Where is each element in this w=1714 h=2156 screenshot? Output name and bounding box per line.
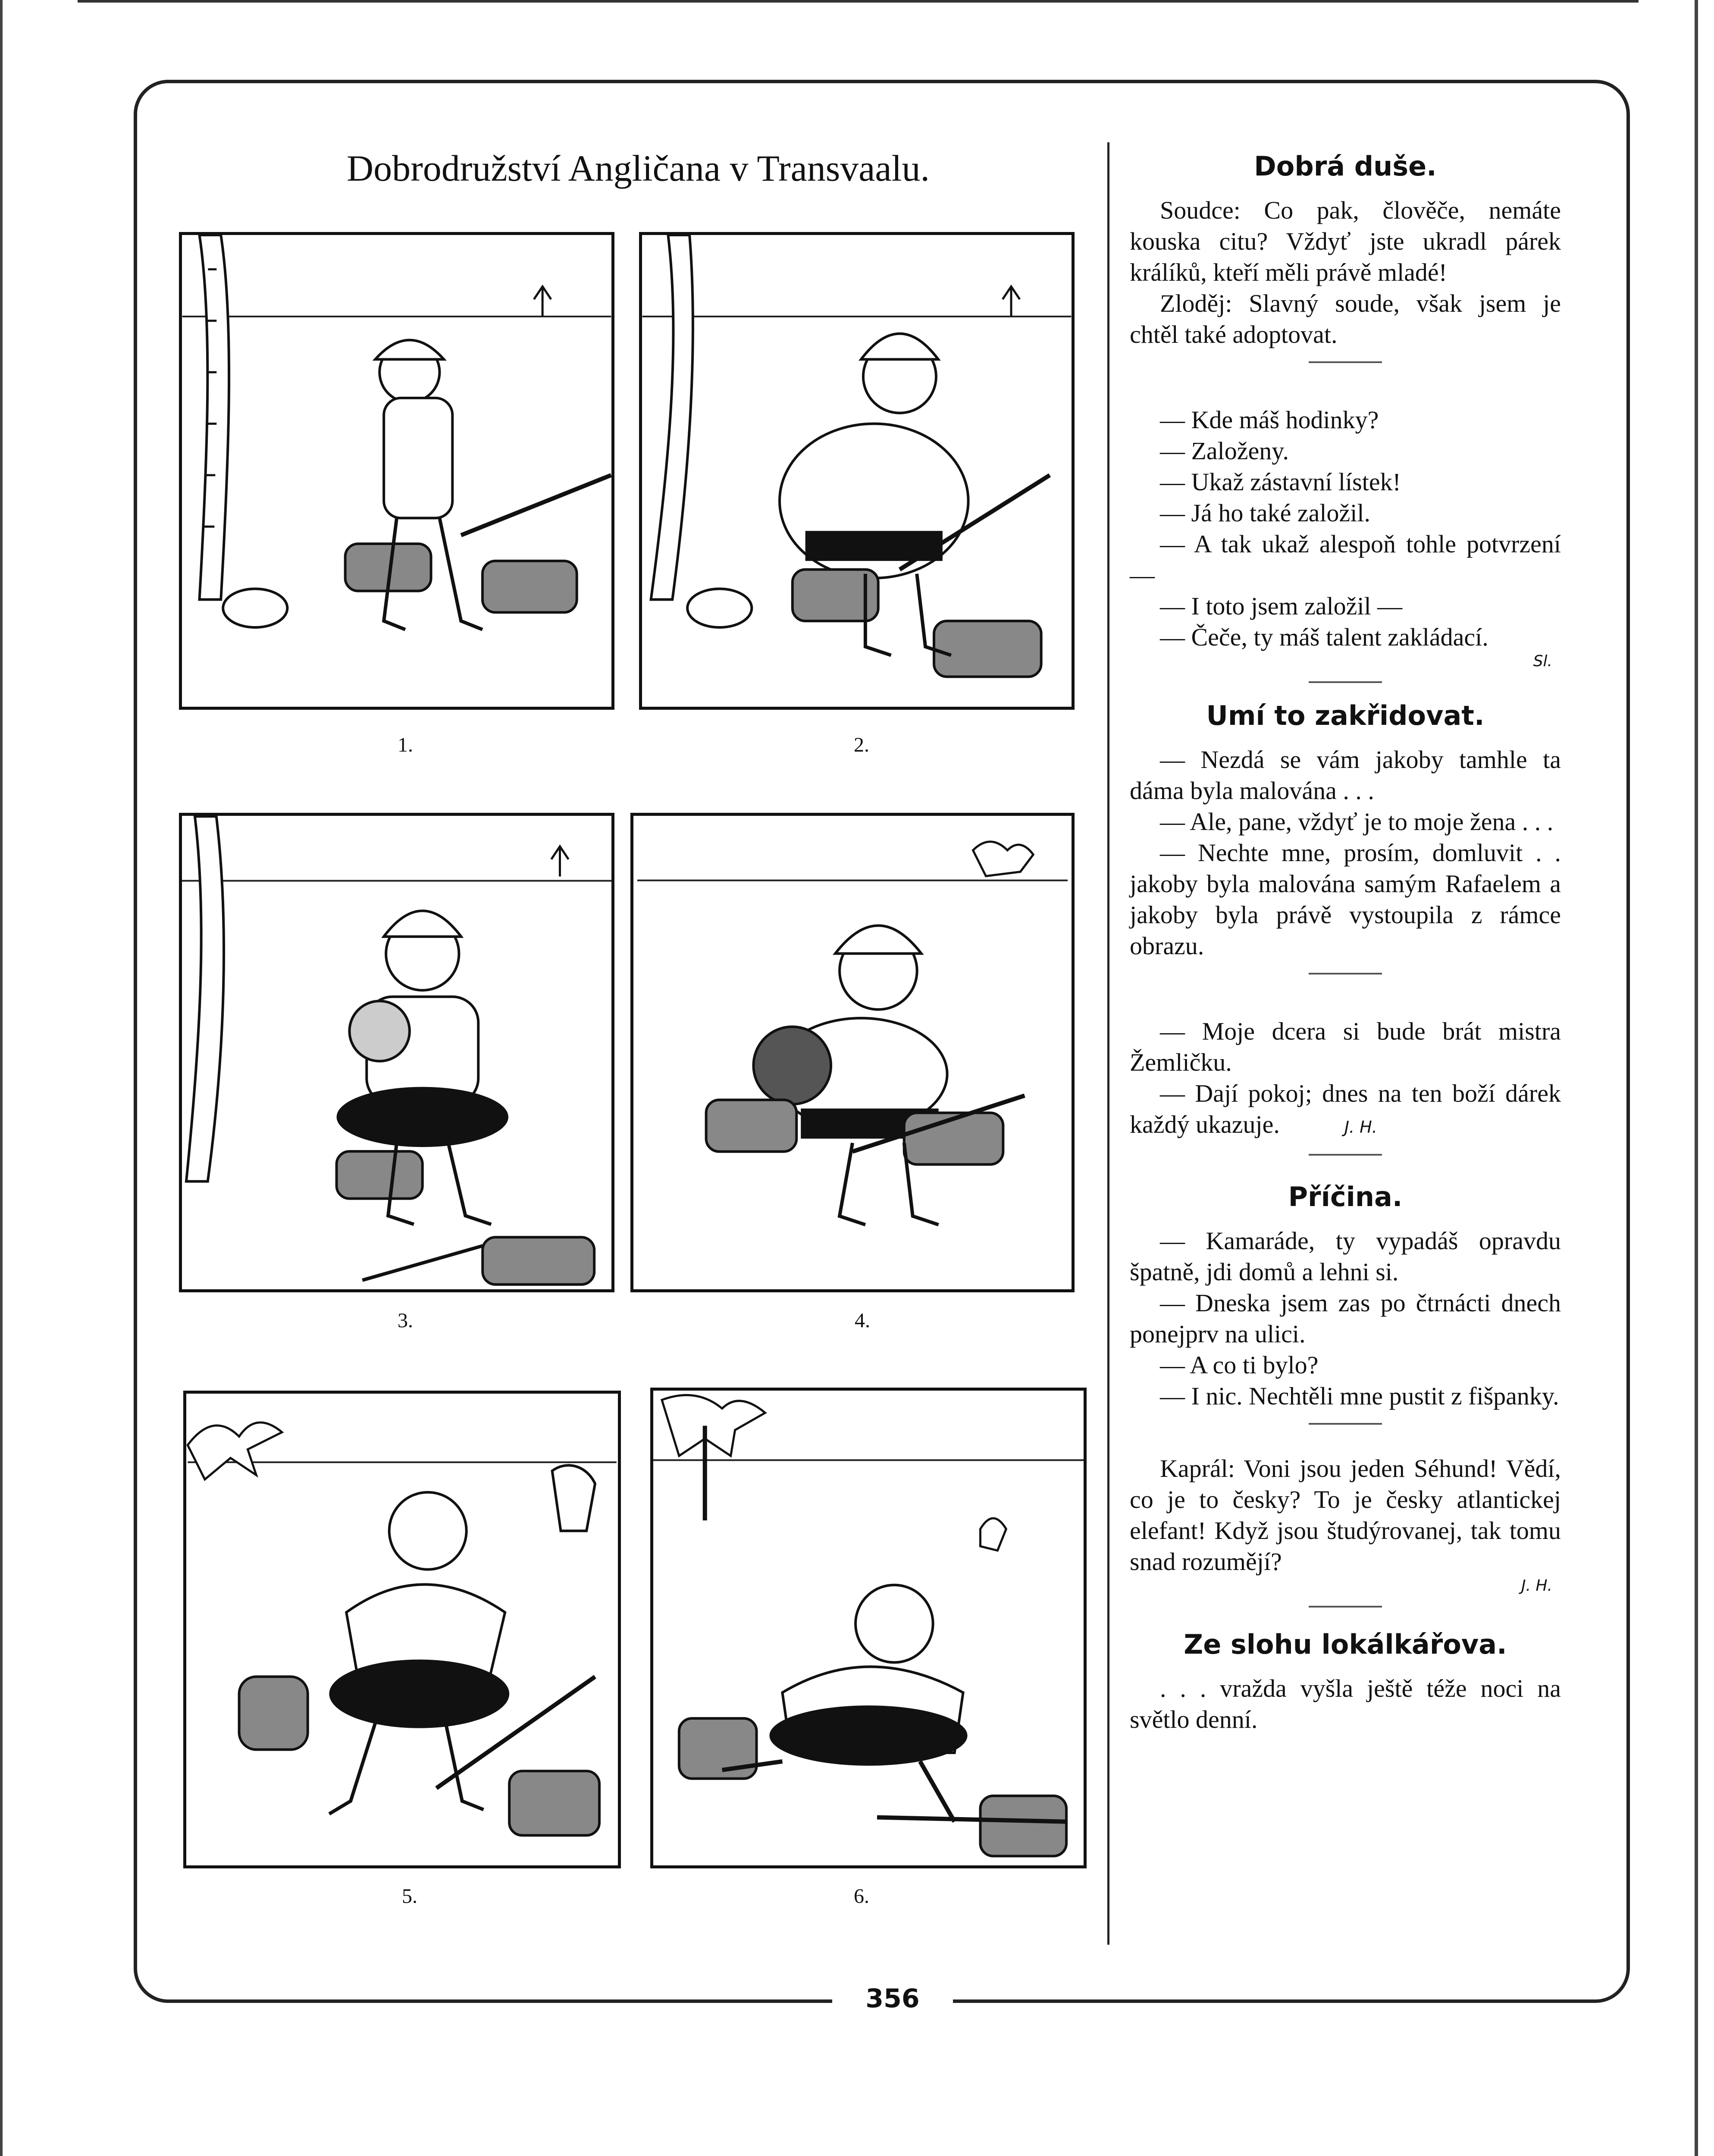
joke-2-line: — Založeny.: [1160, 437, 1289, 465]
joke-2-line: — Čeče, ty máš talent zakládací.: [1160, 623, 1488, 651]
scan-edge-right: [1695, 0, 1698, 2156]
footer-rule-right: [953, 2001, 1513, 2003]
joke-7-paragraph: . . . vražda vyšla ještě téže noci na světlo denní.: [1130, 1674, 1561, 1733]
joke-4-line: [1130, 1078, 1561, 1143]
comic-panel-4: [630, 813, 1075, 1292]
joke-2-line: — Já ho také založil.: [1160, 499, 1370, 527]
heading-ze-slohu-lokalkarova: Ze slohu lokálkářova.: [1184, 1629, 1507, 1660]
joke-5-line: — Kamaráde, ty vypadáš opravdu špatně, jdi domů a lehni si.: [1130, 1227, 1561, 1286]
heading-pricina: Příčina.: [1288, 1181, 1403, 1213]
panel-1-number: 1.: [398, 733, 413, 756]
joke-2-line: — I toto jsem založil —: [1160, 592, 1403, 620]
column-divider: [1107, 142, 1109, 1945]
heading-dobra-duse: Dobrá duše.: [1254, 150, 1437, 182]
joke-5-line: — A co ti bylo?: [1160, 1351, 1319, 1379]
separator: [1309, 1423, 1382, 1425]
comic-panel-2: [639, 232, 1075, 710]
panel-3-number: 3.: [398, 1309, 413, 1332]
panel-5-number: 5.: [402, 1885, 417, 1908]
comic-panel-6: [650, 1388, 1087, 1868]
joke-4-signature: J. H.: [1344, 1118, 1377, 1137]
separator: [1309, 361, 1382, 363]
comic-panel-1: [179, 232, 614, 710]
joke-5-line: — I nic. Nechtěli mne pustit z fišpanky.: [1160, 1382, 1559, 1410]
separator: [1309, 1154, 1382, 1156]
joke-4-line-text: — Dají pokoj; dnes na ten boží dárek každý ukazuje.: [1130, 1079, 1561, 1138]
joke-5-line: — Dneska jsem zas po čtrnácti dnech ponejprv na ulici.: [1130, 1289, 1561, 1348]
scan-edge-top: [78, 0, 1639, 3]
joke-1-paragraph-1: Soudce: Co pak, člověče, nemáte kouska citu? Vždyť jste ukradl párek králíků, kteří měli právě mladé!: [1130, 196, 1561, 286]
joke-3-line: — Nechte mne, prosím, domluvit . . jakoby byla malována samým Rafaelem a jakoby byla právě vystoupila z rámce obrazu.: [1130, 839, 1561, 960]
joke-3-line: — Ale, pane, vždyť je to moje žena . . .: [1160, 808, 1554, 836]
jokes-column: [1130, 151, 1561, 1735]
joke-2-line: — Kde máš hodinky?: [1160, 406, 1379, 434]
comic-panel-3: [179, 813, 614, 1292]
heading-umi-to-zakridovat: Umí to zakřidovat.: [1206, 700, 1485, 731]
panel-2-illustration: [642, 235, 1072, 707]
panel-4-number: 4.: [855, 1309, 870, 1332]
panel-4-illustration: [633, 816, 1072, 1289]
separator: [1309, 1606, 1382, 1608]
panel-5-illustration: [186, 1394, 618, 1865]
scan-edge-left: [0, 0, 3, 2156]
joke-1-paragraph-2: Zloděj: Slavný soude, však jsem je chtěl také adoptovat.: [1130, 289, 1561, 348]
joke-2-signature: Sl.: [1533, 652, 1552, 670]
separator: [1309, 681, 1382, 683]
panel-6-illustration: [653, 1391, 1084, 1865]
joke-4-line: — Moje dcera si bude brát mistra Žemličku.: [1130, 1017, 1561, 1076]
footer-rule-left: [302, 2001, 832, 2003]
joke-3-line: — Nezdá se vám jakoby tamhle ta dáma byla malována . . .: [1130, 746, 1561, 805]
joke-2-line: — Ukaž zástavní lístek!: [1160, 468, 1401, 496]
joke-6-signature: J. H.: [1521, 1577, 1552, 1595]
panel-1-illustration: [182, 235, 611, 707]
comic-title: Dobrodružství Angličana v Transvaalu.: [347, 147, 930, 189]
separator: [1309, 973, 1382, 975]
panel-3-illustration: [182, 816, 611, 1289]
panel-6-number: 6.: [854, 1885, 869, 1908]
joke-6-paragraph: Kaprál: Voni jsou jeden Séhund! Vědí, co je to česky? To je česky atlantickej elefant! Když jsou študýrovanej, tak tomu snad rozumějí?: [1130, 1454, 1561, 1576]
comic-panel-5: [183, 1391, 621, 1868]
page-number: 356: [832, 1984, 953, 2014]
panel-2-number: 2.: [854, 733, 869, 756]
joke-2-line: — A tak ukaž alespoň tohle potvrzení —: [1130, 530, 1561, 589]
